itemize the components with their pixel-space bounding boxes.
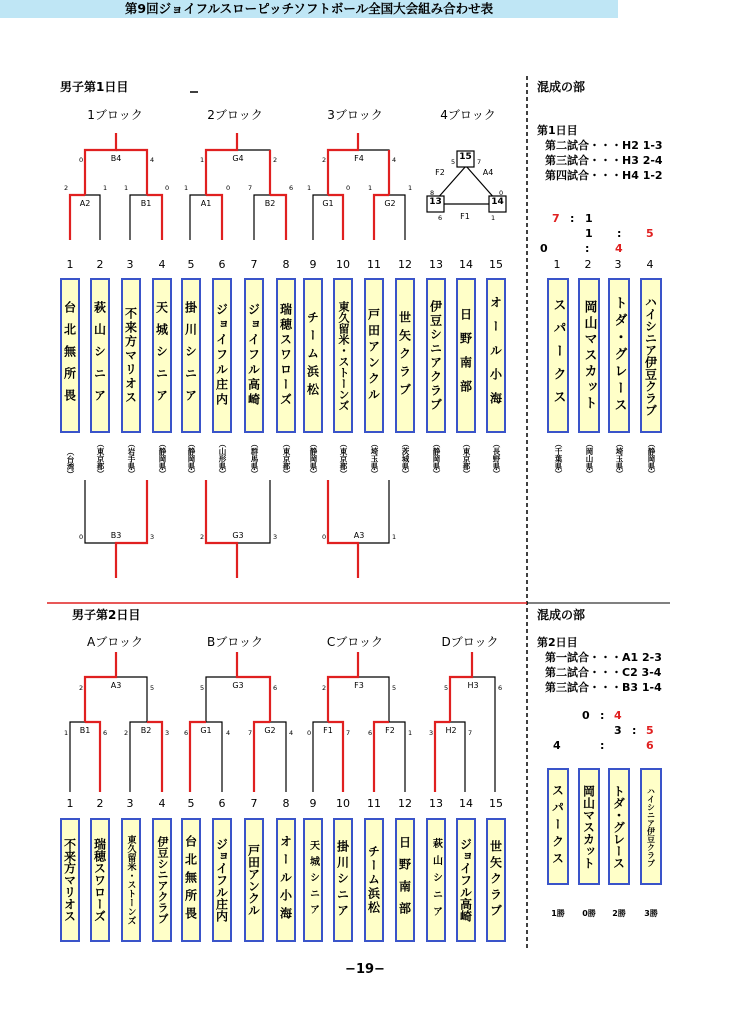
score: 6 [184,729,189,737]
score: 6 [103,729,108,737]
mixed-win-count: 3勝 [644,909,658,918]
score: 2 [124,729,129,737]
block-d-label: Dブロック [441,635,499,649]
team-number: 9 [309,258,317,271]
score: 0 [499,189,504,197]
match-label: F2 [385,726,395,735]
team-number: 8 [282,797,290,810]
team-box: オール小海 [276,818,296,942]
team-box: 東久留米・ストーンズ [333,278,353,433]
score: 2 [200,533,205,541]
team-box: 萩山シニア [90,278,110,433]
match-label: B2 [140,726,152,735]
team-prefecture: （台湾） [66,448,75,478]
team-box: 天城シニア [303,818,323,942]
match-label: B1 [79,726,91,735]
team-box: 掛川シニア [181,278,201,433]
score: 3 [429,729,434,737]
mixed-team-number: 1 [553,258,561,271]
mixed-game-line: 第三試合・・・B3 1-4 [545,681,662,694]
team-number: 1 [66,258,74,271]
team-prefecture: （静岡県） [432,440,441,478]
match-label: A2 [79,199,91,208]
score: 3 [165,729,170,737]
team-number: 12 [398,258,412,271]
page-number: −19− [345,962,385,977]
team-number: 2 [96,258,104,271]
score: 6 [273,684,278,692]
block-b-label: Bブロック [207,635,263,649]
team-number: 5 [187,797,195,810]
mixed-score: 5 [646,724,654,737]
page-title: 第9回ジョイフルスローピッチソフトボール全国大会組み合わせ表 [0,0,618,18]
team-number: 11 [367,258,381,271]
mixed-score-sep: : [632,724,637,737]
team-number: 6 [218,797,226,810]
team-number: 14 [459,797,473,810]
team-box: 掛川シニア [333,818,353,942]
block-a-label: Aブロック [87,635,143,649]
match-label: G1 [322,199,334,208]
team-box: ジョイフル高崎 [244,278,264,433]
score: 6 [368,729,373,737]
team-number: 15 [489,258,503,271]
score: 6 [289,184,294,192]
score: 5 [451,158,456,166]
team-prefecture: （静岡県） [309,440,318,478]
team-box: 萩山シニア [426,818,446,942]
team-box: 不来方マリオス [121,278,141,433]
match-label: H2 [445,726,457,735]
score: 7 [248,729,253,737]
mixed-team-prefecture: （千葉県） [554,440,563,478]
team-box: 天城シニア [152,278,172,433]
block-3-label: 3ブロック [327,108,383,122]
team-number: 2 [96,797,104,810]
mixed-score: 6 [646,739,654,752]
mixed-game-line: 第四試合・・・H4 1-2 [545,169,663,182]
team-number: 10 [336,258,350,271]
score: 1 [200,156,205,164]
team-number: 13 [429,258,443,271]
team-box: 戸田アンクル [364,278,384,433]
mixed-score: 1 [585,212,593,225]
score: 3 [150,533,155,541]
team-number: 6 [218,258,226,271]
score: 1 [408,184,413,192]
match-label: B2 [264,199,276,208]
score: 1 [124,184,129,192]
team-box: ジョイフル庄内 [212,818,232,942]
mixed-score: 4 [615,242,623,255]
mixed-score: 3 [614,724,622,737]
score: 2 [322,684,327,692]
rr-team-13: 13 [429,197,442,207]
team-prefecture: （東京都） [282,440,291,478]
team-box: 台北無所畏 [60,278,80,433]
score: 4 [289,729,294,737]
mixed-score: 0 [582,709,590,722]
score: 7 [468,729,473,737]
score: 5 [392,684,397,692]
score: 0 [79,533,84,541]
block-2-label: 2ブロック [207,108,263,122]
team-box: 台北無所畏 [181,818,201,942]
mixed-team-box: 岡山マスカット [578,768,600,885]
team-box: 東久留米・ストーンズ [121,818,141,942]
mixed-team-prefecture: （静岡県） [647,440,656,478]
score: 6 [438,214,443,222]
team-box: 伊豆シニアクラブ [152,818,172,942]
team-number: 7 [250,258,258,271]
score: 1 [184,184,189,192]
match-label: F3 [354,681,364,690]
score: 0 [322,533,327,541]
mixed-score: 7 [552,212,560,225]
mixed-game-line: 第二試合・・・C2 3-4 [545,666,662,679]
team-box: 日野南部 [456,278,476,433]
mixed-team-box: スパークス [547,768,569,885]
team-number: 4 [158,258,166,271]
score: 4 [150,156,155,164]
match-label: B1 [140,199,152,208]
score: 1 [491,214,496,222]
team-prefecture: （東京都） [339,440,348,478]
team-prefecture: （山形県） [218,440,227,478]
team-box: オール小海 [486,278,506,433]
mixed-score: 0 [540,242,548,255]
mixed-score-sep: : [585,242,590,255]
score: 0 [165,184,170,192]
team-prefecture: （茨城県） [401,440,410,478]
score: 6 [498,684,503,692]
match-label: F2 [435,168,445,177]
team-number: 3 [126,258,134,271]
score: 7 [477,158,482,166]
team-prefecture: （静岡県） [187,440,196,478]
mixed-team-number: 3 [614,258,622,271]
match-label: G4 [232,154,244,163]
mixed-team-number: 2 [584,258,592,271]
match-label: A3 [110,681,122,690]
team-number: 12 [398,797,412,810]
score: 1 [103,184,108,192]
mixed-score: 4 [553,739,561,752]
team-box: 伊豆シニアクラブ [426,278,446,433]
match-label: G3 [232,681,244,690]
score: 1 [368,184,373,192]
score: 1 [64,729,69,737]
score: 8 [430,189,435,197]
mixed-win-count: 0勝 [582,909,596,918]
match-label: B3 [110,531,122,540]
mixed-day1-date: 第1日目 [537,124,578,137]
score: 1 [307,184,312,192]
match-label: F1 [323,726,333,735]
mixed-team-number: 4 [646,258,654,271]
match-label: G1 [200,726,212,735]
team-number: 4 [158,797,166,810]
score: 5 [200,684,205,692]
score: 2 [273,156,278,164]
mixed-score-sep: : [600,709,605,722]
team-box: 世矢クラブ [395,278,415,433]
rr-team-14: 14 [491,197,504,207]
score: 0 [79,156,84,164]
match-label: G2 [384,199,396,208]
mixed-team-box: トダ・グレース [608,768,630,885]
team-number: 7 [250,797,258,810]
score: 0 [346,184,351,192]
mixed-win-count: 2勝 [612,909,626,918]
mixed-team-box: ハイシニア伊豆クラブ [640,768,662,885]
mixed-team-box: 岡山マスカット [578,278,600,433]
match-label: G2 [264,726,276,735]
team-prefecture: （埼玉県） [370,440,379,478]
rr-team-15: 15 [459,152,472,162]
team-prefecture: （静岡県） [158,440,167,478]
mixed-team-prefecture: （岡山県） [585,440,594,478]
score: 7 [248,184,253,192]
team-number: 14 [459,258,473,271]
mixed-game-line: 第一試合・・・A1 2-3 [545,651,662,664]
mixed-team-box: ハイシニア伊豆クラブ [640,278,662,433]
match-label: F4 [354,154,364,163]
team-box: 日野南部 [395,818,415,942]
block-1-label: 1ブロック [87,108,143,122]
mixed-game-line: 第二試合・・・H2 1-3 [545,139,663,152]
score: 1 [408,729,413,737]
mixed-day2-header: 混成の部 [537,608,586,622]
team-prefecture: （東京都） [462,440,471,478]
score: 4 [226,729,231,737]
team-number: 1 [66,797,74,810]
team-number: 5 [187,258,195,271]
mixed-score-sep: : [570,212,575,225]
team-number: 15 [489,797,503,810]
score: 2 [79,684,84,692]
mixed-score: 5 [646,227,654,240]
mixed-team-box: トダ・グレース [608,278,630,433]
mixed-game-line: 第三試合・・・H3 2-4 [545,154,663,167]
score: 7 [346,729,351,737]
match-label: G3 [232,531,244,540]
team-box: チーム浜松 [364,818,384,942]
mixed-score: 4 [614,709,622,722]
score: 2 [64,184,69,192]
team-number: 3 [126,797,134,810]
match-label: F1 [460,212,470,221]
mixed-score-sep: : [600,739,605,752]
team-box: 不来方マリオス [60,818,80,942]
score: 5 [150,684,155,692]
mixed-score: 1 [585,227,593,240]
team-box: チーム浜松 [303,278,323,433]
team-prefecture: （東京都） [96,440,105,478]
team-box: ジョイフル庄内 [212,278,232,433]
team-prefecture: （長野県） [492,440,501,478]
team-number: 13 [429,797,443,810]
block-c-label: Cブロック [326,635,384,649]
score: 1 [392,533,397,541]
mens-day2-header: 男子第2日目 [72,608,141,622]
team-number: 11 [367,797,381,810]
block-4-label: 4ブロック [440,108,496,122]
score: 0 [307,729,312,737]
team-number: 10 [336,797,350,810]
score: 2 [322,156,327,164]
mixed-team-box: スパークス [547,278,569,433]
mixed-day2-date: 第2日目 [537,636,578,649]
match-label: A4 [482,168,494,177]
match-label: A1 [200,199,212,208]
mixed-day1-header: 混成の部 [537,80,586,94]
team-number: 8 [282,258,290,271]
team-box: 世矢クラブ [486,818,506,942]
mixed-team-prefecture: （埼玉県） [615,440,624,478]
team-box: ジョイフル高崎 [456,818,476,942]
match-label: A3 [353,531,365,540]
team-box: 瑞穂スワローズ [90,818,110,942]
score: 0 [226,184,231,192]
team-box: 瑞穂スワローズ [276,278,296,433]
score: 4 [392,156,397,164]
mixed-score-sep: : [617,227,622,240]
team-prefecture: （岩手県） [127,440,136,478]
team-box: 戸田アンクル [244,818,264,942]
team-number: 9 [309,797,317,810]
mens-day1-header: 男子第1日目 [60,80,129,94]
match-label: B4 [110,154,122,163]
team-prefecture: （群馬県） [250,440,259,478]
score: 3 [273,533,278,541]
mixed-win-count: 1勝 [551,909,565,918]
score: 5 [444,684,449,692]
match-label: H3 [467,681,479,690]
